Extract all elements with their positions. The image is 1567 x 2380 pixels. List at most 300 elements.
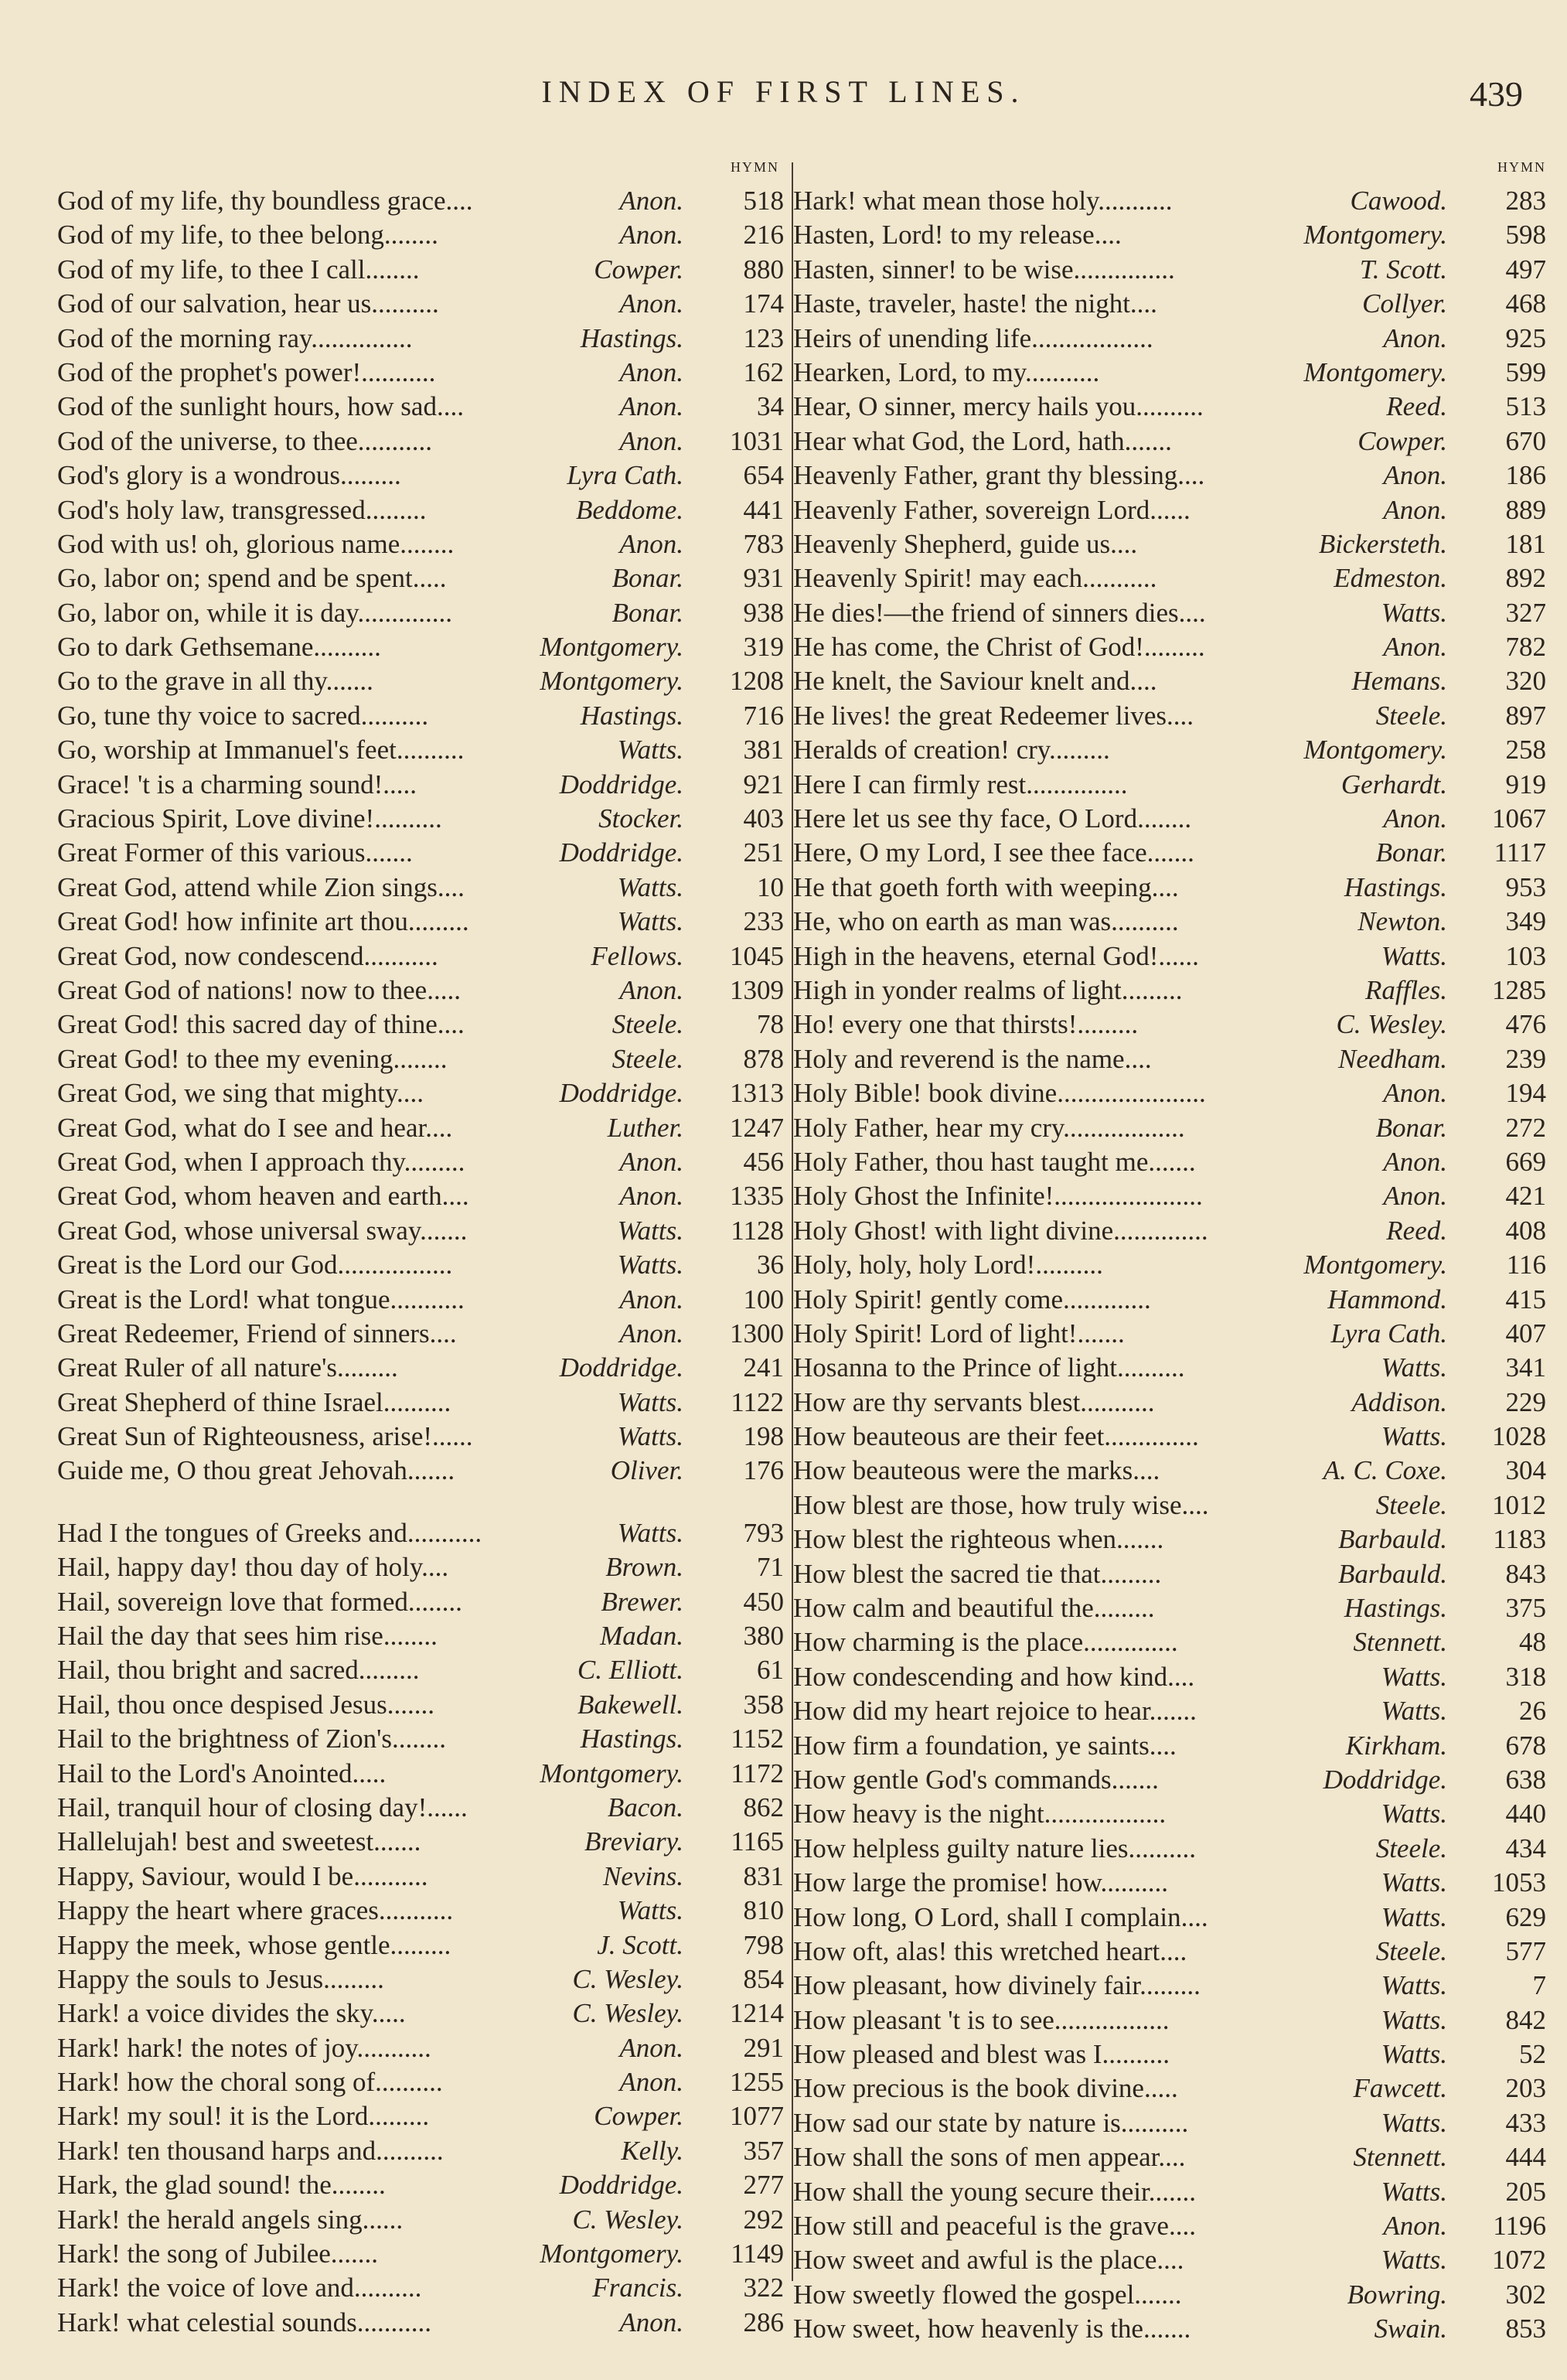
hymn-number: 403: [743, 803, 784, 834]
first-line-text: Hark! ten thousand harps and..........: [57, 2135, 444, 2166]
index-entry: [793, 596, 1546, 630]
hymn-number: 1172: [731, 1758, 784, 1788]
author-name: C. Wesley.: [569, 1962, 683, 1996]
hymn-number: 408: [1505, 1215, 1546, 1246]
index-entry: [793, 287, 1546, 321]
author-name: Swain.: [1371, 2312, 1447, 2346]
index-entry: [793, 1901, 1546, 1935]
hymn-number: 36: [757, 1250, 784, 1280]
hymn-number: 123: [743, 322, 784, 353]
author-name: Anon.: [1380, 1179, 1447, 1213]
author-name: Anon.: [616, 2031, 683, 2065]
index-entry: [793, 664, 1546, 698]
author-name: Bonar.: [609, 596, 683, 630]
first-line-text: High in the heavens, eternal God!......: [793, 940, 1199, 971]
index-entry: [793, 1283, 1546, 1317]
hymn-number: 1149: [731, 2238, 784, 2269]
index-entry: [57, 1283, 784, 1317]
first-line-text: He lives! the great Redeemer lives....: [793, 700, 1194, 731]
author-name: Watts.: [1378, 2106, 1447, 2140]
author-name: Anon.: [616, 1179, 683, 1213]
author-name: Bonar.: [1373, 836, 1447, 870]
hymn-number: 233: [743, 906, 784, 937]
hymn-number: 319: [743, 632, 784, 663]
index-entry: [57, 2065, 784, 2099]
first-line-text: How did my heart rejoice to hear.......: [793, 1696, 1197, 1727]
index-entry: [57, 1722, 784, 1756]
hymn-number: 938: [743, 597, 784, 628]
author-name: Bakewell.: [574, 1688, 683, 1722]
hymn-number: 380: [743, 1621, 784, 1652]
author-name: Lyra Cath.: [564, 459, 683, 493]
first-line-text: Go, worship at Immanuel's feet..........: [57, 735, 465, 765]
author-name: Montgomery.: [537, 2237, 683, 2271]
first-line-text: How beauteous were the marks....: [793, 1455, 1160, 1486]
hymn-number: 444: [1505, 2142, 1546, 2173]
hymn-number: 26: [1519, 1696, 1546, 1727]
first-line-text: How sweet, how heavenly is the.......: [793, 2314, 1191, 2344]
index-entry: [57, 1928, 784, 1962]
author-name: Watts.: [615, 905, 683, 939]
hymn-number: 10: [757, 871, 784, 902]
author-name: Anon.: [1380, 459, 1447, 493]
index-entry: [793, 1454, 1546, 1488]
hymn-number: 205: [1505, 2176, 1546, 2207]
first-line-text: How shall the sons of men appear....: [793, 2142, 1186, 2173]
first-line-text: Holy Ghost! with light divine..............: [793, 1215, 1208, 1246]
first-line-text: Holy Ghost the Infinite!......................: [793, 1181, 1203, 1212]
hymn-number: 1255: [730, 2067, 784, 2098]
hymn-number: 239: [1505, 1043, 1546, 1074]
first-line-text: How calm and beautiful the.........: [793, 1593, 1155, 1624]
author-name: Brown.: [602, 1550, 683, 1584]
index-entry: [57, 802, 784, 836]
index-entry: [793, 1935, 1546, 1969]
hymn-number: 241: [743, 1352, 784, 1383]
author-name: Montgomery.: [1300, 1248, 1447, 1282]
first-line-text: Great God, now condescend...........: [57, 940, 438, 971]
author-name: Anon.: [616, 2065, 683, 2099]
first-line-text: Hail, tranquil hour of closing day!......: [57, 1792, 468, 1823]
index-entry: [793, 1042, 1546, 1076]
index-entry: [57, 768, 784, 802]
author-name: Anon.: [1380, 630, 1447, 664]
author-name: Hastings.: [577, 322, 683, 356]
author-name: C. Wesley.: [569, 1996, 683, 2031]
author-name: Watts.: [615, 1516, 683, 1550]
index-entry: [793, 218, 1546, 252]
index-entry: [793, 630, 1546, 664]
first-line-text: Great God, whose universal sway.......: [57, 1215, 468, 1246]
author-name: Stennett.: [1351, 2140, 1448, 2174]
hymn-number: 304: [1505, 1455, 1546, 1486]
hymn-number: 198: [743, 1421, 784, 1452]
first-line-text: Great God, what do I see and hear....: [57, 1112, 453, 1143]
hymn-number: 862: [743, 1792, 784, 1823]
index-entry: [57, 2168, 784, 2202]
hymn-number: 440: [1505, 1799, 1546, 1829]
hymn-number: 186: [1505, 460, 1546, 491]
author-name: Watts.: [615, 1214, 683, 1248]
author-name: Edmeston.: [1330, 561, 1447, 595]
author-name: Anon.: [616, 973, 683, 1008]
hymn-number: 854: [743, 1963, 784, 1994]
section-gap: [57, 1488, 784, 1516]
first-line-text: God of the prophet's power!...........: [57, 356, 436, 387]
hymn-number: 497: [1505, 254, 1546, 285]
hymn-number: 292: [743, 2204, 784, 2235]
author-name: Nevins.: [600, 1860, 683, 1894]
hymn-number: 599: [1505, 356, 1546, 387]
index-entry: [793, 1522, 1546, 1557]
author-name: Anon.: [616, 218, 683, 252]
author-name: Watts.: [1378, 2175, 1447, 2209]
hymn-number: 638: [1505, 1764, 1546, 1795]
author-name: Doddridge.: [557, 2168, 683, 2202]
author-name: Watts.: [1378, 2003, 1447, 2037]
hymn-number: 670: [1505, 425, 1546, 456]
author-name: Cawood.: [1347, 184, 1447, 218]
first-line-text: How charming is the place..............: [793, 1627, 1178, 1658]
author-name: T. Scott.: [1357, 253, 1447, 287]
author-name: Doddridge.: [557, 1351, 683, 1385]
author-name: Watts.: [615, 1420, 683, 1454]
first-line-text: Holy, holy, holy Lord!..........: [793, 1250, 1103, 1280]
first-line-text: How long, O Lord, shall I complain....: [793, 1901, 1208, 1932]
hymn-number: 415: [1505, 1284, 1546, 1314]
index-entry: [793, 1797, 1546, 1831]
author-name: Watts.: [1378, 1866, 1447, 1900]
hymn-number: 441: [743, 494, 784, 525]
hymn-number: 318: [1505, 1661, 1546, 1692]
first-line-text: God of my life, to thee belong........: [57, 220, 438, 251]
hymn-number: 291: [743, 2032, 784, 2063]
index-entry: [57, 699, 784, 733]
hymn-number: 843: [1505, 1558, 1546, 1589]
author-name: Anon.: [1380, 493, 1447, 527]
index-entry: [57, 218, 784, 252]
author-name: Montgomery.: [1300, 733, 1447, 767]
author-name: Anon.: [616, 356, 683, 390]
author-name: Bonar.: [1373, 1111, 1447, 1145]
index-entry: [57, 1248, 784, 1282]
first-line-text: Great God, attend while Zion sings....: [57, 871, 465, 902]
first-line-text: Hosanna to the Prince of light..........: [793, 1352, 1185, 1383]
author-name: Anon.: [616, 2306, 683, 2340]
first-line-text: Heirs of unending life..................: [793, 322, 1153, 353]
hymn-number: 194: [1505, 1078, 1546, 1109]
author-name: Cowper.: [591, 253, 683, 287]
first-line-text: Holy Spirit! gently come.............: [793, 1284, 1151, 1314]
index-entry: [793, 2312, 1546, 2346]
first-line-text: Great God! how infinite art thou.........: [57, 906, 469, 937]
index-entry: [793, 1179, 1546, 1213]
author-name: Steele.: [609, 1008, 683, 1042]
first-line-text: How blest the righteous when.......: [793, 1524, 1164, 1555]
index-entry: [57, 1585, 784, 1619]
hymn-number: 272: [1505, 1112, 1546, 1143]
author-name: Luther.: [605, 1111, 683, 1145]
first-line-text: Great Sun of Righteousness, arise!......: [57, 1421, 473, 1452]
hymn-number: 925: [1505, 322, 1546, 353]
author-name: Watts.: [1378, 1797, 1447, 1831]
index-entry: [793, 356, 1546, 390]
author-name: Stennett.: [1351, 1625, 1448, 1659]
first-line-text: How shall the young secure their.......: [793, 2176, 1197, 2207]
author-name: Reed.: [1383, 1214, 1447, 1248]
index-entry: [793, 905, 1546, 939]
author-name: Bowring.: [1344, 2278, 1447, 2312]
index-entry: [57, 733, 784, 767]
first-line-text: How pleasant, how divinely fair.........: [793, 1970, 1201, 2001]
hymn-number: 358: [743, 1689, 784, 1720]
hymn-number: 897: [1505, 700, 1546, 731]
index-entry: [57, 1214, 784, 1248]
first-line-text: Great is the Lord our God.................: [57, 1250, 453, 1280]
author-name: Watts.: [615, 1386, 683, 1420]
index-entry: [57, 630, 784, 664]
index-entry: [793, 527, 1546, 561]
first-line-text: God of the universe, to thee...........: [57, 425, 433, 456]
author-name: Anon.: [616, 425, 683, 459]
first-line-text: Holy Father, thou hast taught me.......: [793, 1146, 1196, 1177]
first-line-text: How condescending and how kind....: [793, 1661, 1195, 1692]
index-entry: [793, 1729, 1546, 1763]
first-line-text: Hail the day that sees him rise........: [57, 1621, 438, 1652]
index-entry: [57, 905, 784, 939]
author-name: Watts.: [1378, 1420, 1447, 1454]
index-entry: [57, 561, 784, 595]
first-line-text: How firm a foundation, ye saints....: [793, 1730, 1177, 1761]
author-name: Watts.: [615, 871, 683, 905]
first-line-text: How beauteous are their feet..............: [793, 1421, 1199, 1452]
author-name: Steele.: [609, 1042, 683, 1076]
first-line-text: Heralds of creation! cry.........: [793, 735, 1110, 765]
author-name: Doddridge.: [557, 1076, 683, 1110]
first-line-text: God's holy law, transgressed.........: [57, 494, 427, 525]
index-entry: [793, 1694, 1546, 1728]
index-entry: [793, 1214, 1546, 1248]
index-entry: [57, 1825, 784, 1859]
first-line-text: God of the sunlight hours, how sad....: [57, 391, 464, 422]
index-entry: [57, 459, 784, 493]
index-entry: [57, 184, 784, 218]
hymn-number: 456: [743, 1146, 784, 1177]
hymn-number: 433: [1505, 2107, 1546, 2138]
author-name: Oliver.: [608, 1454, 683, 1488]
hymn-number: 251: [743, 837, 784, 868]
hymn-number: 518: [743, 186, 784, 216]
first-line-text: Grace! 't is a charming sound!.....: [57, 769, 417, 800]
hymn-number: 71: [757, 1552, 784, 1583]
hymn-column-header: HYMN: [730, 159, 779, 175]
hymn-number: 1128: [731, 1215, 784, 1246]
index-entry: [57, 2099, 784, 2133]
author-name: C. Wesley.: [1333, 1008, 1447, 1042]
author-name: Francis.: [589, 2271, 683, 2305]
hymn-number: 1031: [730, 425, 784, 456]
first-line-text: He that goeth forth with weeping....: [793, 871, 1179, 902]
author-name: Bickersteth.: [1316, 527, 1447, 561]
first-line-text: How heavy is the night..................: [793, 1799, 1167, 1829]
first-line-text: Great God of nations! now to thee.....: [57, 974, 461, 1005]
index-entry: [57, 253, 784, 287]
hymn-number: 116: [1506, 1250, 1546, 1280]
hymn-number: 61: [757, 1655, 784, 1686]
index-entry: [57, 836, 784, 870]
index-entry: [57, 973, 784, 1008]
hymn-number: 434: [1505, 1833, 1546, 1863]
first-line-text: Go to the grave in all thy.......: [57, 666, 373, 697]
author-name: Hastings.: [1341, 871, 1447, 905]
author-name: Beddome.: [573, 493, 683, 527]
author-name: Addison.: [1349, 1386, 1447, 1420]
hymn-number: 1309: [730, 974, 784, 1005]
index-entry: [793, 2106, 1546, 2140]
first-line-text: He has come, the Christ of God!.........: [793, 632, 1205, 663]
first-line-text: Hail to the Lord's Anointed.....: [57, 1758, 387, 1788]
index-entry: [57, 871, 784, 905]
author-name: Anon.: [1380, 1076, 1447, 1110]
first-line-text: Hasten, Lord! to my release....: [793, 220, 1122, 251]
author-name: Newton.: [1354, 905, 1447, 939]
first-line-text: Haste, traveler, haste! the night....: [793, 288, 1157, 319]
first-line-text: Gracious Spirit, Love divine!..........: [57, 803, 442, 834]
author-name: Watts.: [615, 1248, 683, 1282]
author-name: Watts.: [1378, 596, 1447, 630]
first-line-text: How blest are those, how truly wise....: [793, 1489, 1209, 1520]
index-entry: [57, 1653, 784, 1687]
author-name: Hastings.: [577, 1722, 683, 1756]
hymn-number: 320: [1505, 666, 1546, 697]
index-entry: [793, 561, 1546, 595]
hymn-number: 375: [1505, 1593, 1546, 1624]
index-entry: [793, 459, 1546, 493]
author-name: Kirkham.: [1343, 1729, 1447, 1763]
hymn-number: 286: [743, 2307, 784, 2337]
hymn-number: 577: [1505, 1935, 1546, 1966]
first-line-text: Go, tune thy voice to sacred..........: [57, 700, 429, 731]
index-entry: [57, 1688, 784, 1722]
author-name: C. Wesley.: [569, 2203, 683, 2237]
index-entry: [57, 1860, 784, 1894]
author-name: Watts.: [1378, 939, 1447, 973]
hymn-number: 1165: [731, 1826, 784, 1857]
first-line-text: Hail, thou once despised Jesus.......: [57, 1689, 434, 1720]
author-name: Barbauld.: [1335, 1557, 1447, 1591]
index-entry: [793, 1488, 1546, 1522]
first-line-text: How still and peaceful is the grave....: [793, 2211, 1196, 2242]
hymn-number: 1072: [1492, 2245, 1546, 2276]
hymn-number: 953: [1505, 871, 1546, 902]
index-entry: [793, 2278, 1546, 2312]
index-entry: [793, 184, 1546, 218]
author-name: Doddridge.: [557, 836, 683, 870]
index-entry: [57, 1420, 784, 1454]
hymn-number: 1152: [731, 1724, 784, 1754]
author-name: Bonar.: [609, 561, 683, 595]
author-name: Gerhardt.: [1338, 768, 1447, 802]
hymn-number: 1122: [731, 1386, 784, 1417]
running-title: INDEX OF FIRST LINES.: [541, 74, 1026, 109]
author-name: Watts.: [1378, 1969, 1447, 2003]
index-entry: [793, 1111, 1546, 1145]
hymn-number: 889: [1505, 494, 1546, 525]
index-entry: [57, 1516, 784, 1550]
index-entry: [793, 733, 1546, 767]
first-line-text: How gentle God's commands.......: [793, 1764, 1159, 1795]
hymn-number: 1196: [1493, 2211, 1546, 2242]
hymn-number: 793: [743, 1517, 784, 1548]
hymn-number: 450: [743, 1586, 784, 1617]
hymn-number: 174: [743, 288, 784, 319]
index-entry: [793, 802, 1546, 836]
author-name: Cowper.: [591, 2099, 683, 2133]
first-line-text: Heavenly Spirit! may each...........: [793, 563, 1157, 594]
index-entry: [793, 2071, 1546, 2106]
index-entry: [793, 2175, 1546, 2209]
index-entry: [57, 356, 784, 390]
author-name: Watts.: [615, 1894, 683, 1928]
hymn-number: 810: [743, 1895, 784, 1926]
hymn-number: 678: [1505, 1730, 1546, 1761]
author-name: Hammond.: [1324, 1283, 1447, 1317]
index-entry: [793, 1625, 1546, 1659]
first-line-text: Hark! what mean those holy...........: [793, 186, 1173, 216]
first-line-text: Great God, when I approach thy.........: [57, 1146, 465, 1177]
first-line-text: Happy the heart where graces...........: [57, 1895, 454, 1926]
hymn-number: 716: [743, 700, 784, 731]
first-line-text: Hark! hark! the notes of joy...........: [57, 2032, 431, 2063]
author-name: Fawcett.: [1351, 2071, 1448, 2106]
author-name: Watts.: [1378, 1660, 1447, 1694]
hymn-number: 1067: [1492, 803, 1546, 834]
first-line-text: Holy Spirit! Lord of light!.......: [793, 1318, 1125, 1349]
author-name: Anon.: [616, 1317, 683, 1351]
first-line-text: Hallelujah! best and sweetest.......: [57, 1826, 421, 1857]
author-name: Needham.: [1335, 1042, 1447, 1076]
hymn-number: 476: [1505, 1009, 1546, 1040]
first-line-text: Hark, the glad sound! the........: [57, 2170, 386, 2201]
index-entry: [57, 2306, 784, 2340]
author-name: Anon.: [1380, 802, 1447, 836]
index-entry: [793, 1008, 1546, 1042]
index-entry: [57, 1317, 784, 1351]
first-line-text: How oft, alas! this wretched heart....: [793, 1935, 1187, 1966]
hymn-number: 468: [1505, 288, 1546, 319]
author-name: Watts.: [1378, 1351, 1447, 1385]
first-line-text: Great Former of this various.......: [57, 837, 413, 868]
author-name: Brewer.: [598, 1585, 683, 1619]
hymn-number: 162: [743, 356, 784, 387]
first-line-text: How pleasant 't is to see.................: [793, 2004, 1170, 2035]
hymn-number: 1012: [1492, 1489, 1546, 1520]
first-line-text: Ho! every one that thirsts!.........: [793, 1009, 1139, 1040]
first-line-text: Go, labor on; spend and be spent.....: [57, 563, 447, 594]
index-entry: [57, 390, 784, 424]
first-line-text: Great Redeemer, Friend of sinners....: [57, 1318, 457, 1349]
index-entry: [57, 1145, 784, 1179]
index-entry: [793, 1660, 1546, 1694]
index-entry: [57, 1008, 784, 1042]
index-entry: [793, 1591, 1546, 1625]
index-entry: [57, 2237, 784, 2271]
first-line-text: Hail, happy day! thou day of holy....: [57, 1552, 449, 1583]
first-line-text: Hark! the song of Jubilee.......: [57, 2238, 379, 2269]
hymn-number: 283: [1505, 186, 1546, 216]
first-line-text: Hasten, sinner! to be wise...............: [793, 254, 1175, 285]
author-name: Steele.: [1373, 1488, 1447, 1522]
